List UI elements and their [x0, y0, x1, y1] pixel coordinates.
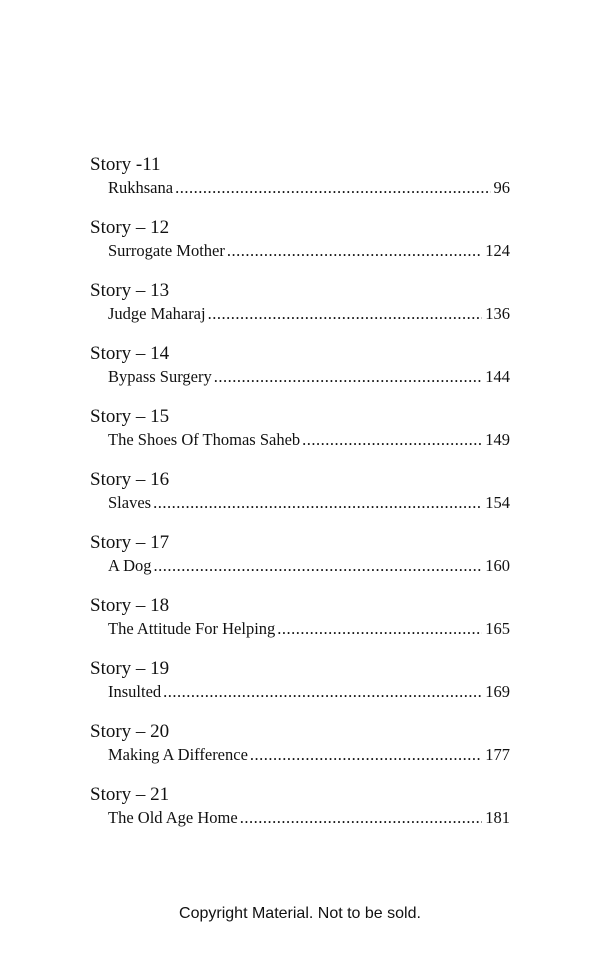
page-number: 177	[485, 745, 510, 764]
dot-leader	[302, 429, 482, 451]
story-number: Story – 17	[90, 532, 170, 553]
toc-entry	[90, 531, 510, 594]
story-title: A Dog	[108, 556, 152, 575]
dot-leader	[214, 366, 483, 388]
story-title: The Shoes Of Thomas Saheb	[108, 430, 301, 449]
toc-entry	[90, 594, 510, 657]
story-title: Rukhsana	[108, 178, 174, 197]
toc-line[interactable]	[108, 429, 510, 451]
page-number: 165	[485, 619, 510, 638]
toc-entry	[90, 153, 510, 216]
toc-line[interactable]	[108, 807, 510, 829]
story-number: Story – 18	[90, 595, 170, 616]
page-number: 169	[485, 682, 510, 701]
story-title: The Attitude For Helping	[108, 619, 276, 638]
story-number: Story -11	[90, 154, 161, 175]
toc-line[interactable]	[108, 681, 510, 703]
page-number: 181	[485, 808, 510, 827]
story-title: Bypass Surgery	[108, 367, 212, 386]
toc-line[interactable]	[108, 240, 510, 262]
toc-line[interactable]	[108, 492, 510, 514]
toc-entry	[90, 342, 510, 405]
dot-leader	[154, 555, 483, 577]
toc-line[interactable]	[108, 555, 510, 577]
toc-entry	[90, 783, 510, 846]
story-title: Insulted	[108, 682, 162, 701]
copyright-notice: Copyright Material. Not to be sold.	[179, 905, 421, 922]
dot-leader	[240, 807, 483, 829]
page-number: 144	[485, 367, 510, 386]
dot-leader	[163, 681, 482, 703]
story-number: Story – 19	[90, 658, 170, 679]
page-number: 136	[485, 304, 510, 323]
story-number: Story – 15	[90, 406, 170, 427]
toc-entry	[90, 216, 510, 279]
dot-leader	[175, 177, 490, 199]
story-title: Slaves	[108, 493, 152, 512]
story-title: Judge Maharaj	[108, 304, 206, 323]
story-number: Story – 21	[90, 784, 170, 805]
toc-entry	[90, 657, 510, 720]
toc-line[interactable]	[108, 366, 510, 388]
dot-leader	[277, 618, 482, 640]
toc-line[interactable]	[108, 177, 510, 199]
story-title: The Old Age Home	[108, 808, 238, 827]
toc-entry	[90, 720, 510, 783]
page-number: 149	[485, 430, 510, 449]
toc-line[interactable]	[108, 618, 510, 640]
story-number: Story – 13	[90, 280, 170, 301]
toc-line[interactable]	[108, 744, 510, 766]
table-of-contents	[90, 153, 510, 846]
story-title: Making A Difference	[108, 745, 248, 764]
story-number: Story – 16	[90, 469, 170, 490]
page-number: 160	[485, 556, 510, 575]
story-number: Story – 14	[90, 343, 170, 364]
story-title: Surrogate Mother	[108, 241, 225, 260]
toc-entry	[90, 405, 510, 468]
toc-entry	[90, 468, 510, 531]
dot-leader	[250, 744, 482, 766]
story-number: Story – 20	[90, 721, 170, 742]
toc-line[interactable]	[108, 303, 510, 325]
dot-leader	[153, 492, 482, 514]
story-number: Story – 12	[90, 217, 170, 238]
page-number: 124	[485, 241, 510, 260]
page-number: 96	[493, 178, 510, 197]
toc-entry	[90, 279, 510, 342]
page-number: 154	[485, 493, 510, 512]
dot-leader	[227, 240, 482, 262]
dot-leader	[208, 303, 483, 325]
